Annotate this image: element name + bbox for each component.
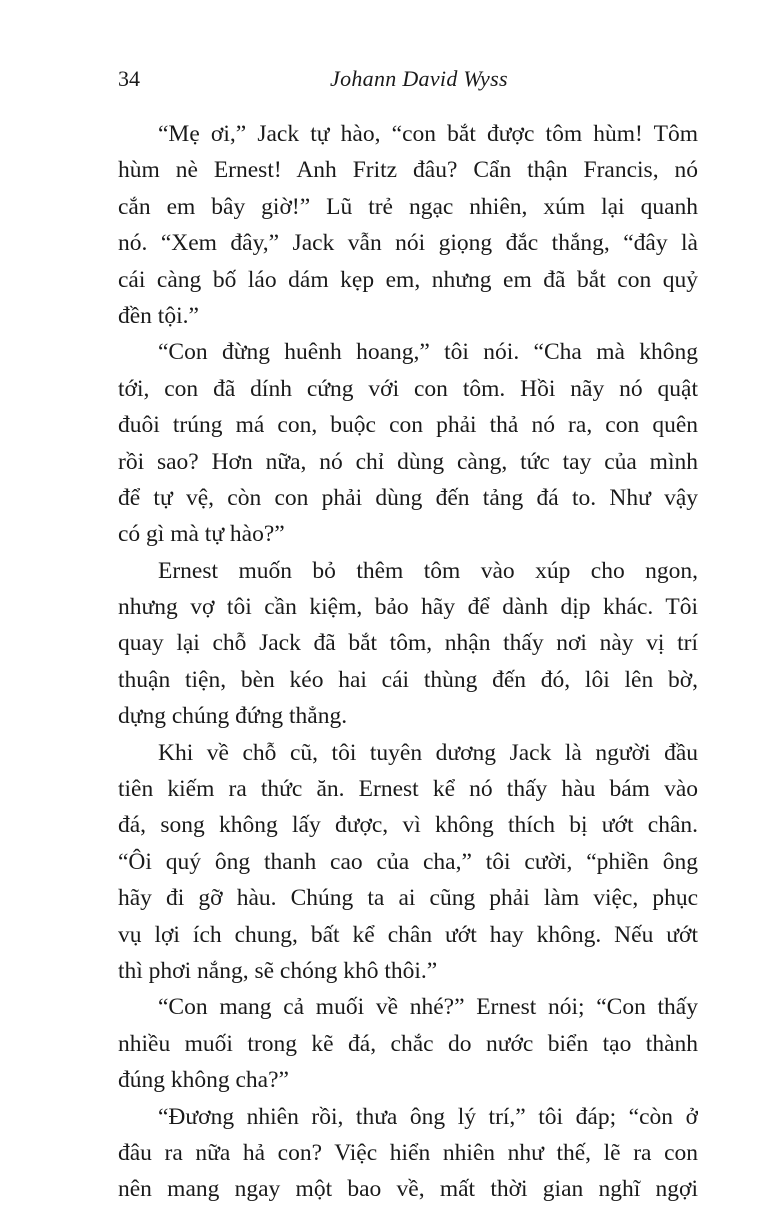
text-line: để tự vệ, còn con phải dùng đến tảng đá to. Như vậy [118,484,698,511]
text-line: đúng không cha?” [118,1067,289,1094]
text-line: nhiều muối trong kẽ đá, chắc do nước biển tạo thành [118,1030,698,1057]
text-line: tiên kiếm ra thức ăn. Ernest kể nó thấy hàu bám vào [118,776,698,803]
text-line: nhưng vợ tôi cần kiệm, bảo hãy để dành dịp khác. Tôi [118,594,698,621]
text-line: “Con đừng huênh hoang,” tôi nói. “Cha mà không [158,339,698,366]
text-line: Khi về chỗ cũ, tôi tuyên dương Jack là người đầu [158,739,698,766]
text-line: nên mang ngay một bao về, mất thời gian nghĩ ngợi [118,1176,698,1203]
running-title: Johann David Wyss [330,66,508,91]
text-line: đền tội.” [118,302,199,329]
text-line: đá, song không lấy được, vì không thích bị ướt chân. [118,812,698,839]
text-line: cắn em bây giờ!” Lũ trẻ ngạc nhiên, xúm lại quanh [118,193,698,220]
text-line: “Con mang cả muối về nhé?” Ernest nói; “Con thấy [158,994,698,1021]
text-line: “Đương nhiên rồi, thưa ông lý trí,” tôi đáp; “còn ở [158,1103,698,1130]
text-line: cái càng bố láo dám kẹp em, nhưng em đã bắt con quỷ [118,266,698,293]
page-number: 34 [118,66,140,91]
body-text [118,116,698,1208]
text-line: thuận tiện, bèn kéo hai cái thùng đến đó, lôi lên bờ, [118,666,698,693]
text-line: đâu ra nữa hả con? Việc hiển nhiên như thế, lẽ ra con [118,1139,698,1166]
running-header [118,64,698,94]
text-line: có gì mà tự hào?” [118,521,285,548]
text-line: “Ôi quý ông thanh cao của cha,” tôi cười, “phiền ông [118,848,698,875]
text-line: Ernest muốn bỏ thêm tôm vào xúp cho ngon, [158,557,698,584]
text-line: hùm nè Ernest! Anh Fritz đâu? Cẩn thận Francis, nó [118,157,698,184]
text-line: dựng chúng đứng thẳng. [118,703,348,730]
text-line: rồi sao? Hơn nữa, nó chỉ dùng càng, tức tay của mình [118,448,698,475]
text-line: đuôi trúng má con, buộc con phải thả nó ra, con quên [118,412,698,439]
text-line: quay lại chỗ Jack đã bắt tôm, nhận thấy nơi này vị trí [118,630,698,657]
text-line: “Mẹ ơi,” Jack tự hào, “con bắt được tôm hùm! Tôm [158,121,698,147]
text-line: tới, con đã dính cứng với con tôm. Hồi nãy nó quật [118,375,698,402]
text-line: hãy đi gỡ hàu. Chúng ta ai cũng phải làm việc, phục [118,885,698,912]
text-line: vụ lợi ích chung, bất kể chân ướt hay không. Nếu ướt [118,921,698,948]
text-line: nó. “Xem đây,” Jack vẫn nói giọng đắc thắng, “đây là [118,230,698,257]
text-line: thì phơi nắng, sẽ chóng khô thôi.” [118,957,438,984]
